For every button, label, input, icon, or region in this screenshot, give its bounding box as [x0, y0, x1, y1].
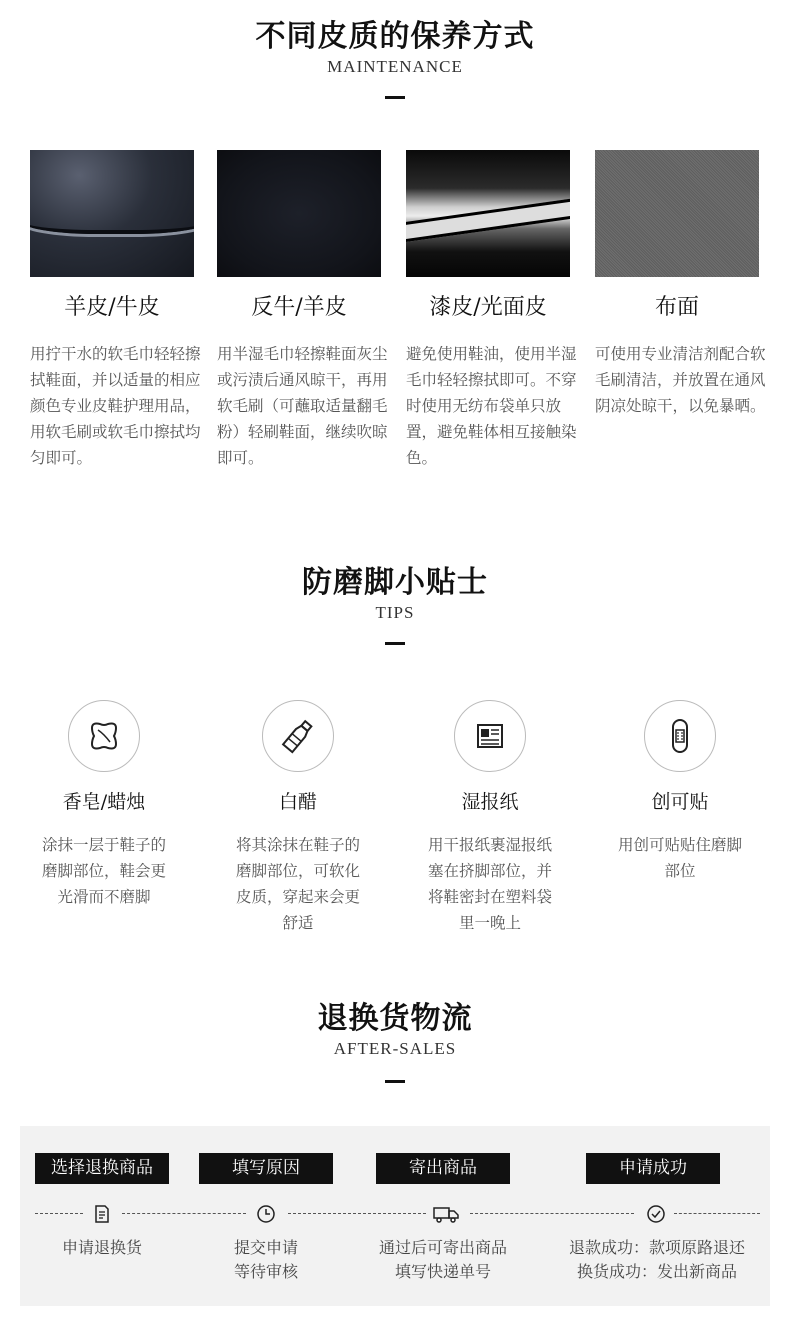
step-desc-reason [196, 1236, 336, 1284]
tip-item-text: 用创可贴贴住磨脚部位 [617, 836, 742, 880]
form-icon [92, 1204, 112, 1224]
tip-item-title: 湿报纸 [461, 791, 519, 813]
soap-icon [84, 716, 124, 756]
title-divider [385, 1080, 405, 1083]
step-desc-line: 提交申请 [233, 1238, 298, 1257]
maintenance-item-title: 漆皮/光面皮 [429, 295, 547, 320]
step-label-select: 选择退换商品 [35, 1153, 169, 1184]
bottle-icon [278, 716, 318, 756]
step-desc-line: 通过后可寄出商品 [378, 1238, 507, 1257]
after-sales-subtitle: AFTER-SALES [333, 1039, 457, 1058]
step-label-ship: 寄出商品 [376, 1153, 510, 1184]
step-desc-line: 申请退换货 [61, 1238, 142, 1257]
maintenance-item-title: 反牛/羊皮 [251, 295, 347, 320]
timeline-dash [35, 1213, 83, 1214]
step-icon-wrap [255, 1203, 277, 1225]
step-desc-success [552, 1236, 762, 1284]
timeline-dash [674, 1213, 760, 1214]
maintenance-item-fabric [595, 150, 767, 419]
maintenance-item-text: 用拧干水的软毛巾轻轻擦拭鞋面，并以适量的相应颜色专业皮鞋护理用品，用软毛刷或软毛巾擦拭均匀即可。 [30, 345, 201, 467]
step-desc-line: 填写快递单号 [394, 1262, 491, 1281]
tip-icon-circle [262, 700, 334, 772]
tip-icon-circle [644, 700, 716, 772]
maintenance-item-title: 羊皮/牛皮 [64, 295, 160, 320]
step-label-success: 申请成功 [586, 1153, 720, 1184]
tip-icon-circle [68, 700, 140, 772]
tip-item-bandage [585, 700, 775, 884]
check-circle-icon [646, 1204, 666, 1224]
bandage-icon [660, 716, 700, 756]
step-icon-wrap [432, 1203, 460, 1225]
truck-icon [432, 1204, 460, 1224]
tips-header [0, 564, 790, 645]
fabric-swatch [595, 150, 759, 277]
maintenance-item-title: 布面 [654, 295, 699, 320]
timeline-dash [122, 1213, 246, 1214]
suede-swatch [217, 150, 381, 277]
newspaper-icon [470, 716, 510, 756]
maintenance-item-leather [30, 150, 202, 471]
step-desc-ship [363, 1236, 523, 1284]
after-sales-header [0, 1000, 790, 1083]
maintenance-item-suede [217, 150, 389, 471]
tip-item-vinegar [203, 700, 393, 936]
title-divider [385, 642, 405, 645]
step-desc-line: 退款成功：款项原路退还 [568, 1238, 745, 1257]
tip-icon-circle [454, 700, 526, 772]
maintenance-header [0, 18, 790, 99]
patent-swatch [406, 150, 570, 277]
tip-item-text: 将其涂抹在鞋子的磨脚部位，可软化皮质，穿起来会更舒适 [235, 836, 360, 932]
step-label-reason: 填写原因 [199, 1153, 333, 1184]
tip-item-soap [9, 700, 199, 910]
step-desc-select [40, 1236, 164, 1260]
tip-item-text: 用干报纸裹湿报纸塞在挤脚部位，并将鞋密封在塑料袋里一晚上 [427, 836, 552, 932]
maintenance-item-text: 可使用专业清洁剂配合软毛刷清洁，并放置在通风阴凉处晾干，以免暴晒。 [595, 345, 766, 415]
timeline-dash [470, 1213, 634, 1214]
step-icon-wrap [645, 1203, 667, 1225]
step-icon-wrap [91, 1203, 113, 1225]
step-desc-line: 换货成功：发出新商品 [576, 1262, 737, 1281]
leather-swatch [30, 150, 194, 277]
maintenance-item-text: 用半湿毛巾轻擦鞋面灰尘或污渍后通风晾干，再用软毛刷（可蘸取适量翻毛粉）轻刷鞋面，继续吹晾即可。 [217, 345, 388, 467]
maintenance-subtitle: MAINTENANCE [327, 57, 463, 76]
tips-title: 防磨脚小贴士 [302, 565, 488, 600]
clock-icon [256, 1204, 276, 1224]
after-sales-title: 退换货物流 [317, 1001, 473, 1036]
title-divider [385, 96, 405, 99]
tip-item-title: 创可贴 [651, 791, 709, 813]
maintenance-title: 不同皮质的保养方式 [255, 19, 535, 54]
tip-item-title: 香皂/蜡烛 [62, 791, 146, 813]
timeline-dash [288, 1213, 426, 1214]
tips-subtitle: TIPS [375, 603, 415, 622]
tip-item-text: 涂抹一层于鞋子的磨脚部位，鞋会更光滑而不磨脚 [41, 836, 166, 906]
tip-item-title: 白醋 [278, 791, 317, 813]
maintenance-item-text: 避免使用鞋油，使用半湿毛巾轻轻擦拭即可。不穿时使用无纺布袋单只放置，避免鞋体相互接触染色。 [406, 345, 577, 467]
step-desc-line: 等待审核 [233, 1262, 298, 1281]
tip-item-newspaper [395, 700, 585, 936]
maintenance-item-patent [406, 150, 578, 471]
